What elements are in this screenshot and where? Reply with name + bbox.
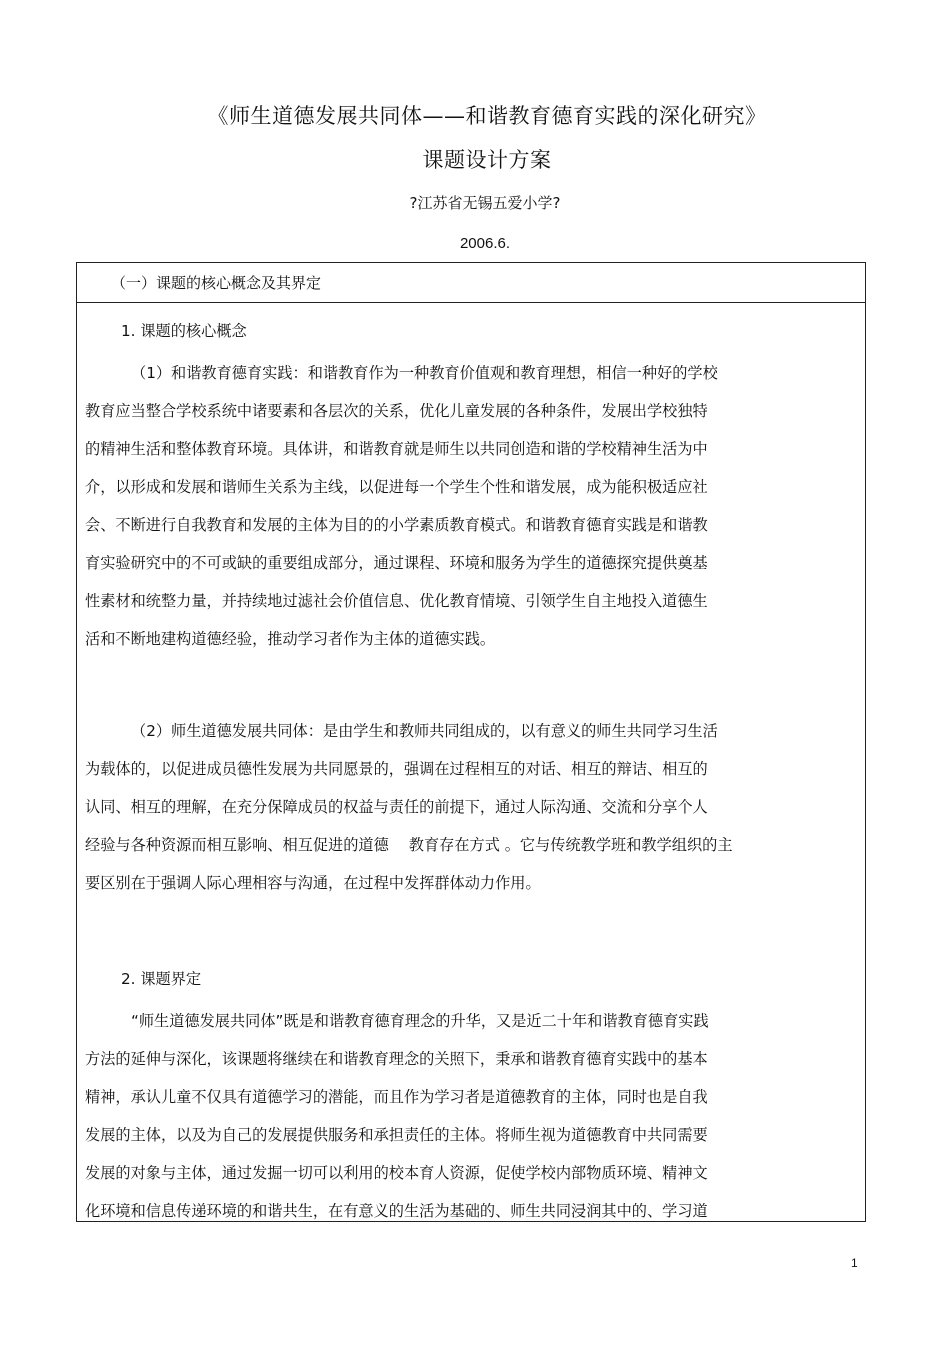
paragraph-line: 化环境和信息传递环境的和谐共生，在有意义的生活为基础的、师生共同浸润其中的、学习道 [85, 1202, 708, 1220]
document-date: 2006.6. [459, 235, 511, 252]
paragraph-line: 介，以形成和发展和谐师生关系为主线，以促进每一个学生个性和谐发展，成为能积极适应社 [85, 478, 708, 496]
paragraph-line: 认同、相互的理解，在充分保障成员的权益与责任的前提下，通过人际沟通、交流和分享个人 [85, 798, 708, 816]
heading-core-concept: 1. 课题的核心概念 [121, 322, 247, 340]
paragraph-line: （2）师生道德发展共同体：是由学生和教师共同组成的，以有意义的师生共同学习生活 [131, 722, 718, 740]
paragraph-line: 方法的延伸与深化，该课题将继续在和谐教育理念的关照下，秉承和谐教育德育实践中的基本 [85, 1050, 708, 1068]
paragraph-line: 为载体的，以促进成员德性发展为共同愿景的，强调在过程相互的对话、相互的辩诘、相互的 [85, 760, 708, 778]
document-subtitle: 课题设计方案 [422, 148, 552, 172]
paragraph-line: 育实验研究中的不可或缺的重要组成部分，通过课程、环境和服务为学生的道德探究提供奠基 [85, 554, 708, 572]
paragraph-line: （1）和谐教育德育实践：和谐教育作为一种教育价值观和教育理想，相信一种好的学校 [131, 364, 718, 382]
paragraph-line: 要区别在于强调人际心理相容与沟通，在过程中发挥群体动力作用。 [85, 874, 541, 892]
school-name: ?江苏省无锡五爱小学? [409, 194, 561, 212]
paragraph-line: 活和不断地建构道德经验，推动学习者作为主体的道德实践。 [85, 630, 496, 648]
heading-definition: 2. 课题界定 [121, 970, 202, 988]
paragraph-line: 性素材和统整力量，并持续地过滤社会价值信息、优化教育情境、引领学生自主地投入道德生 [85, 592, 708, 610]
paragraph-line: 发展的对象与主体，通过发掘一切可以利用的校本育人资源，促使学校内部物质环境、精神文 [85, 1164, 708, 1182]
paragraph-line: 教育应当整合学校系统中诸要素和各层次的关系，优化儿童发展的各种条件，发展出学校独特 [85, 402, 708, 420]
paragraph-line: “师生道德发展共同体”既是和谐教育德育理念的升华，又是近二十年和谐教育德育实践 [131, 1012, 709, 1030]
page-number: 1 [851, 1256, 858, 1270]
document-title: 《师生道德发展共同体——和谐教育德育实践的深化研究》 [207, 104, 767, 128]
paragraph-line: 精神，承认儿童不仅具有道德学习的潜能，而且作为学习者是道德教育的主体，同时也是自我 [85, 1088, 708, 1106]
paragraph-line: 经验与各种资源而相互影响、相互促进的道德 教育存在方式 。它与传统教学班和教学组织的主 [85, 836, 733, 854]
paragraph-line: 会、不断进行自我教育和发展的主体为目的的小学素质教育模式。和谐教育德育实践是和谐教 [85, 516, 708, 534]
content-table [76, 262, 866, 1222]
paragraph-line: 发展的主体，以及为自己的发展提供服务和承担责任的主体。将师生视为道德教育中共同需要 [85, 1126, 708, 1144]
section-header: （一）课题的核心概念及其界定 [77, 263, 865, 303]
paragraph-line: 的精神生活和整体教育环境。具体讲，和谐教育就是师生以共同创造和谐的学校精神生活为中 [85, 440, 708, 458]
